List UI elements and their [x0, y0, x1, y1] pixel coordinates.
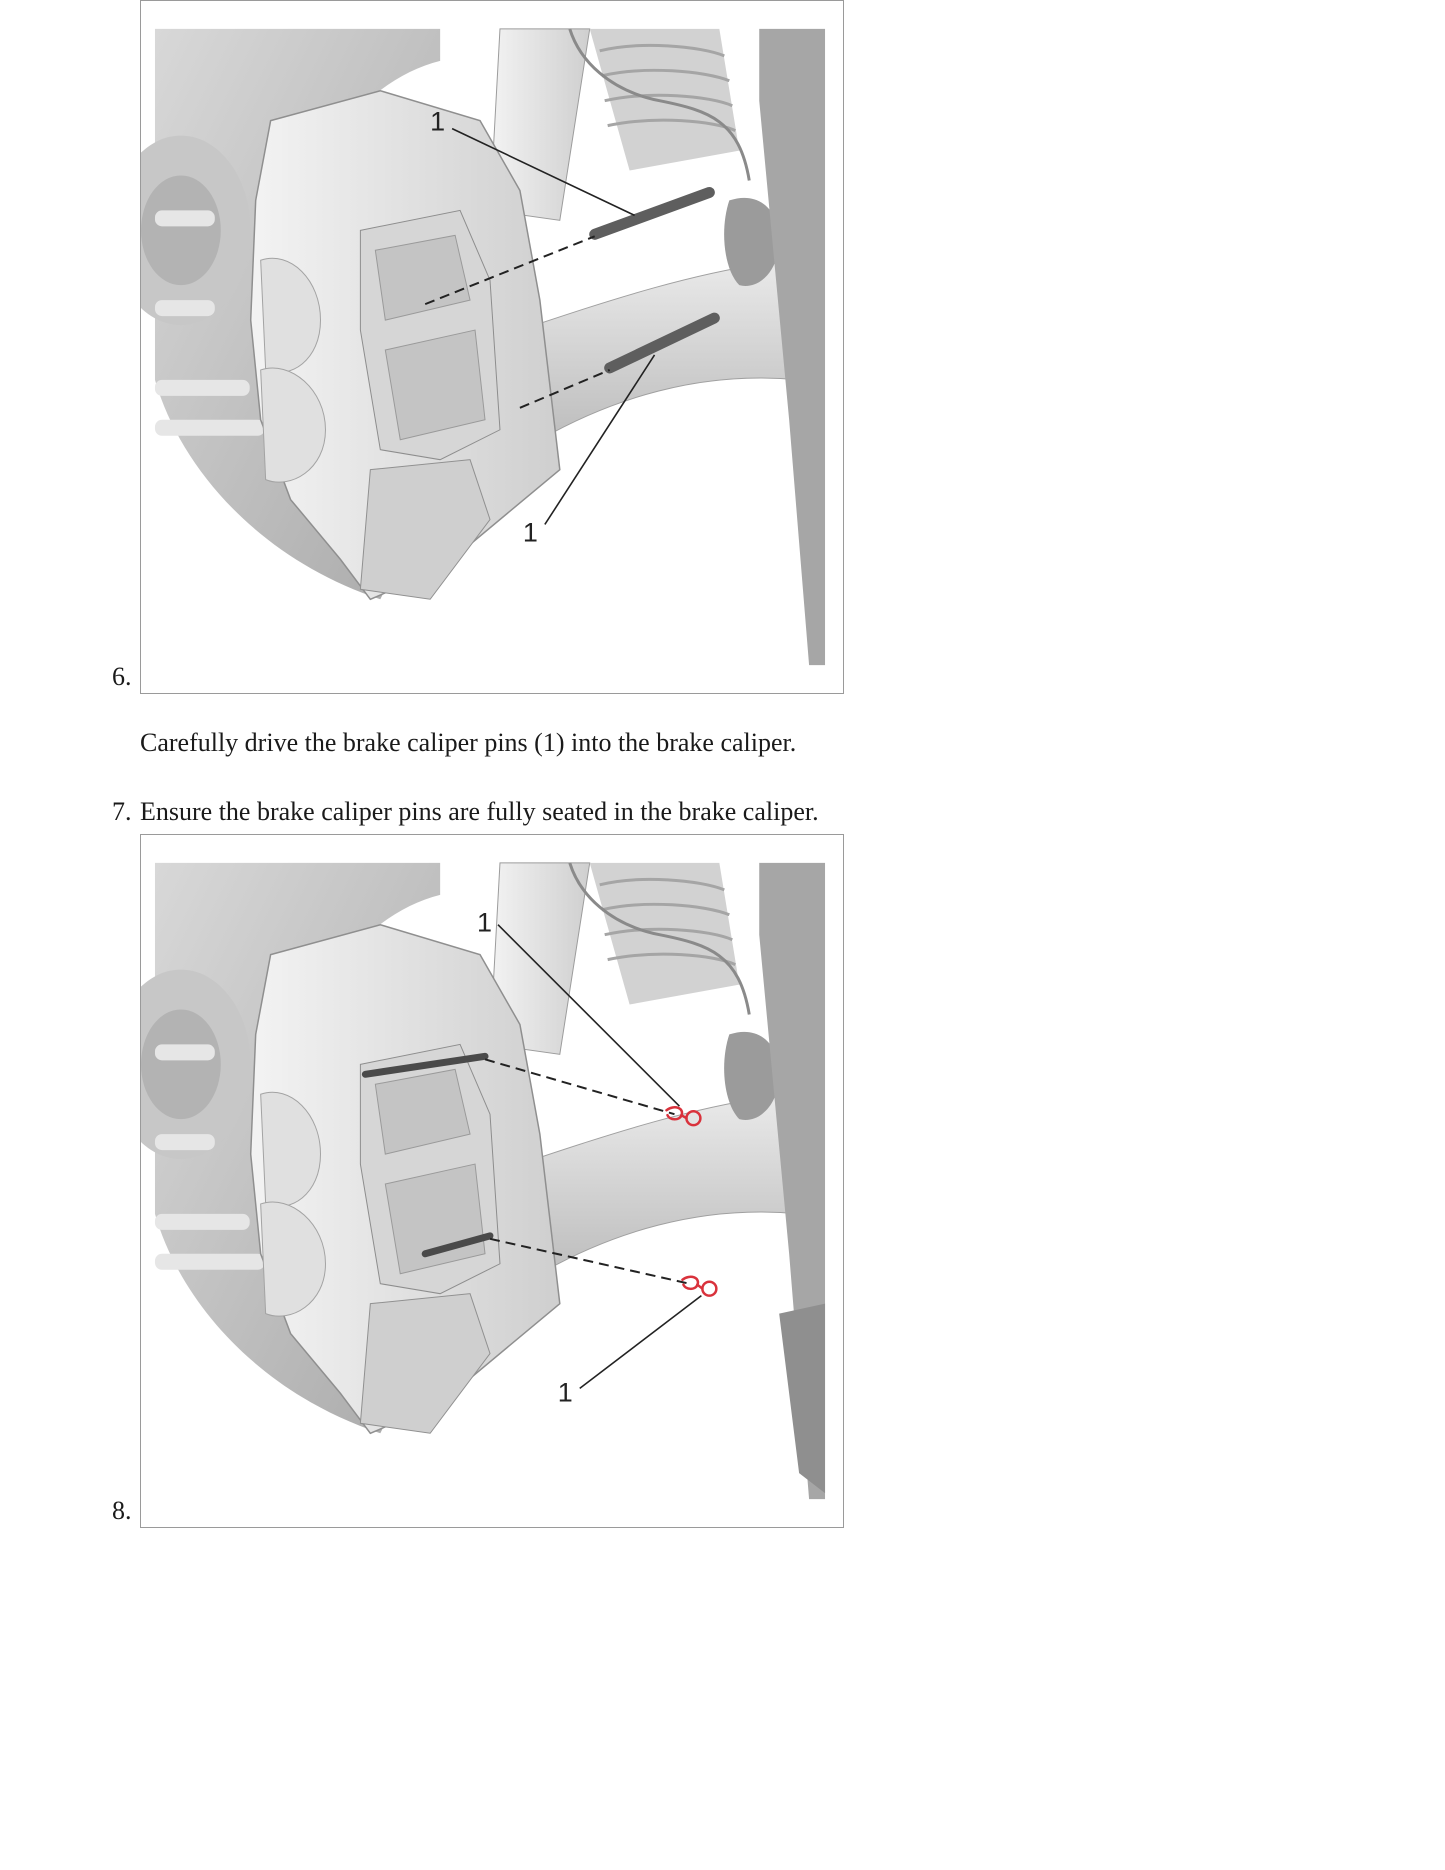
step-7-number: 7.	[112, 797, 132, 826]
callout-label-top: 1	[477, 907, 493, 938]
callout-label-top: 1	[430, 106, 446, 137]
step-8-figure	[140, 834, 844, 1528]
step-7-text: Ensure the brake caliper pins are fully seated in the brake caliper.	[140, 797, 819, 826]
callout-label-bottom: 1	[557, 1377, 573, 1408]
step-6-number: 6.	[112, 662, 132, 691]
callout-label-bottom: 1	[522, 517, 538, 548]
step-8-number: 8.	[112, 1496, 132, 1525]
brake-caliper-pin-retainer-illustration	[141, 835, 843, 1527]
step-6-figure	[140, 0, 844, 694]
step-6-text: Carefully drive the brake caliper pins (1) into the brake caliper.	[140, 728, 797, 757]
brake-caliper-pin-install-illustration	[141, 1, 843, 693]
